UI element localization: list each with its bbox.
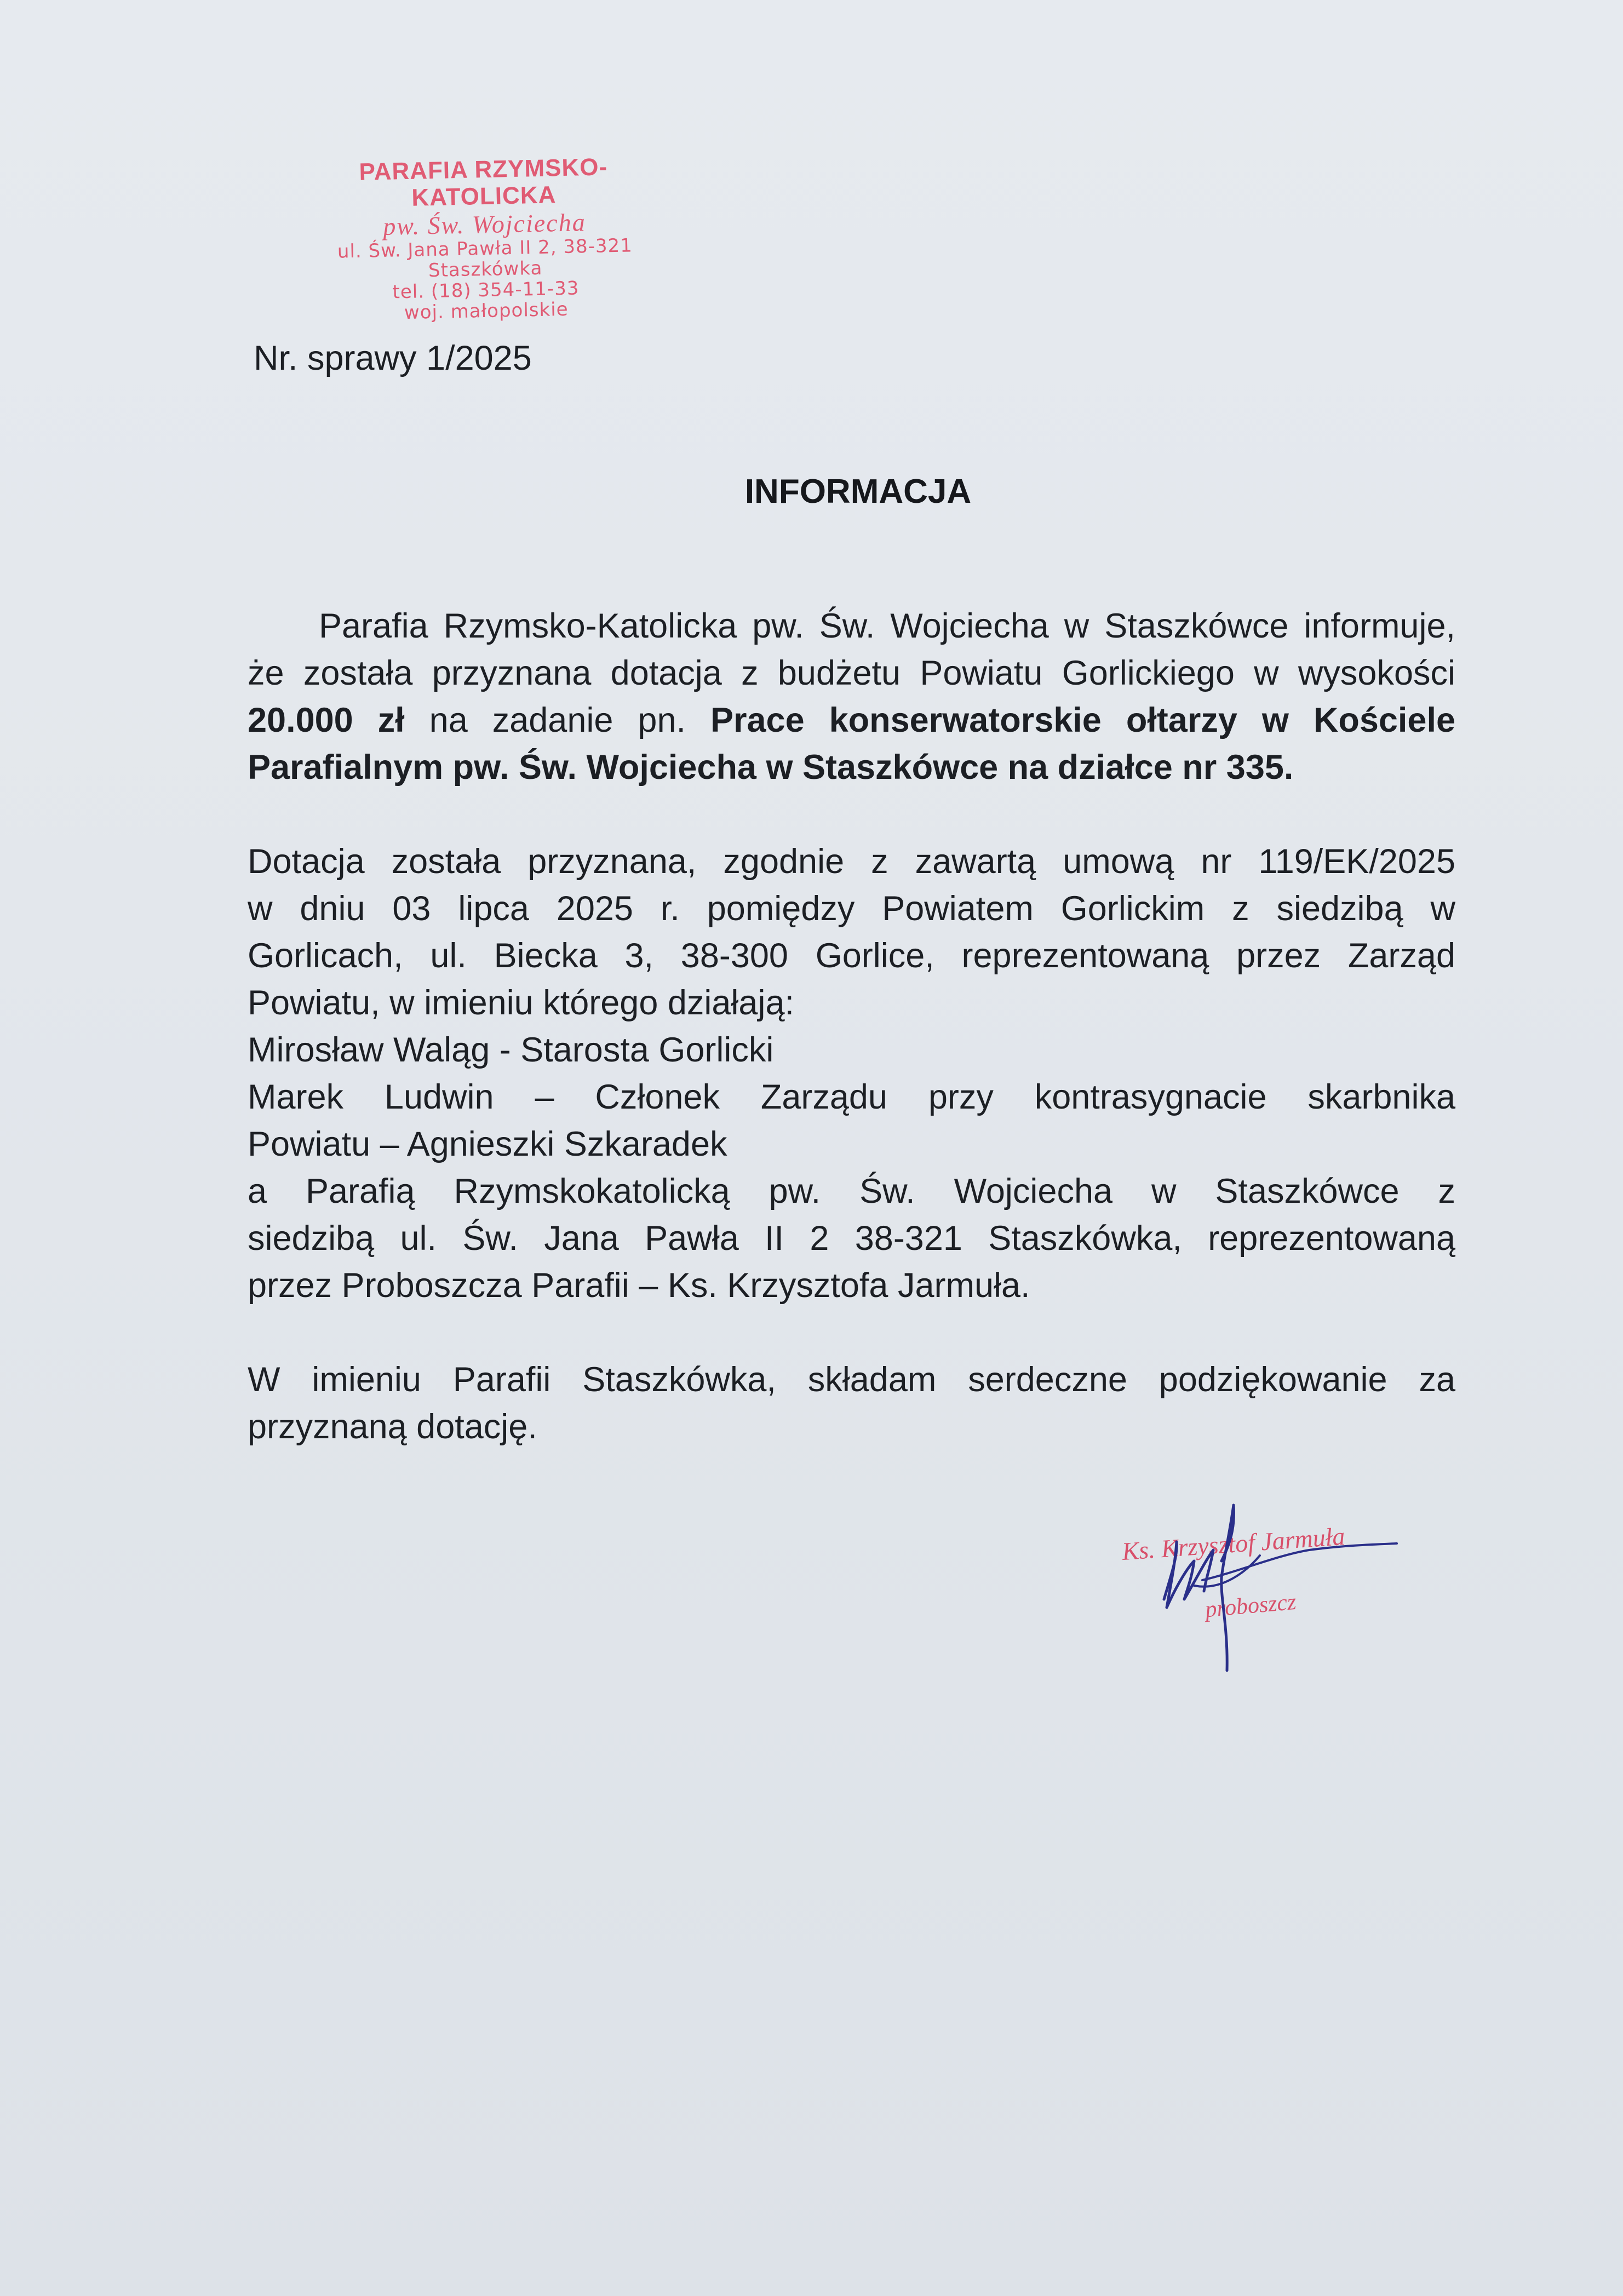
signature-stamp-role: proboszcz — [1204, 1589, 1298, 1623]
spacer — [248, 1309, 1455, 1356]
grant-intro-text: Parafia Rzymsko-Katolicka pw. Św. Wojciecha w Staszkówce informuje, że została przyznana dotacja z budżetu Powiatu Gorlickiego w wysokości — [248, 607, 1455, 692]
agreement-line: a Parafią Rzymskokatolicką pw. Św. Wojciecha w Staszkówce z — [248, 1172, 1455, 1210]
agreement-line: Mirosław Waląg - Starosta Gorlicki — [248, 1031, 774, 1069]
paragraph-agreement — [248, 838, 1455, 1309]
paragraph-grant-info — [248, 602, 1455, 791]
case-number: Nr. sprawy 1/2025 — [254, 339, 532, 377]
signature-stamp-name: Ks. Krzysztof Jarmuła — [1121, 1522, 1346, 1566]
signature-block — [1112, 1490, 1463, 1687]
stamp-line-2: pw. Św. Wojciecha — [382, 208, 587, 240]
document-body — [248, 602, 1455, 1450]
grant-task-prefix: na zadanie pn. — [404, 701, 710, 739]
agreement-line: w dniu 03 lipca 2025 r. pomiędzy Powiatem Gorlickim z siedzibą w — [248, 889, 1455, 928]
paragraph-thanks: W imieniu Parafii Staszkówka, składam serdeczne podziękowanie za przyznaną dotację. — [248, 1361, 1455, 1446]
agreement-line: przez Proboszcza Parafii – Ks. Krzysztofa Jarmuła. — [248, 1266, 1030, 1305]
stamp-phone: tel. (18) 354-11-33 — [392, 277, 580, 303]
agreement-line: Powiatu, w imieniu którego działają: — [248, 984, 795, 1022]
agreement-line: Powiatu – Agnieszki Szkaradek — [248, 1125, 727, 1163]
document-title: INFORMACJA — [744, 473, 972, 510]
parish-stamp — [297, 152, 673, 326]
grant-task-name: Prace konserwatorskie ołtarzy w Kościele Parafialnym pw. Św. Wojciecha w Staszkówce na działce nr 335. — [248, 701, 1455, 787]
agreement-line: Dotacja została przyznana, zgodnie z zawartą umową nr 119/EK/2025 — [248, 842, 1455, 881]
grant-amount: 20.000 zł — [248, 701, 405, 739]
stamp-address: ul. Św. Jana Pawła II 2, 38-321 Staszkówka — [337, 234, 633, 282]
handwritten-signature — [1112, 1490, 1463, 1687]
agreement-line: Marek Ludwin – Członek Zarządu przy kontrasygnacie skarbnika — [248, 1078, 1455, 1116]
spacer — [248, 791, 1455, 838]
agreement-line: siedzibą ul. Św. Jana Pawła II 2 38-321 Staszkówka, reprezentowaną — [248, 1219, 1455, 1258]
stamp-line-1: PARAFIA RZYMSKO-KATOLICKA — [359, 153, 608, 212]
agreement-line: Gorlicach, ul. Biecka 3, 38-300 Gorlice, reprezentowaną przez Zarząd — [248, 937, 1455, 975]
stamp-region: woj. małopolskie — [404, 299, 569, 324]
